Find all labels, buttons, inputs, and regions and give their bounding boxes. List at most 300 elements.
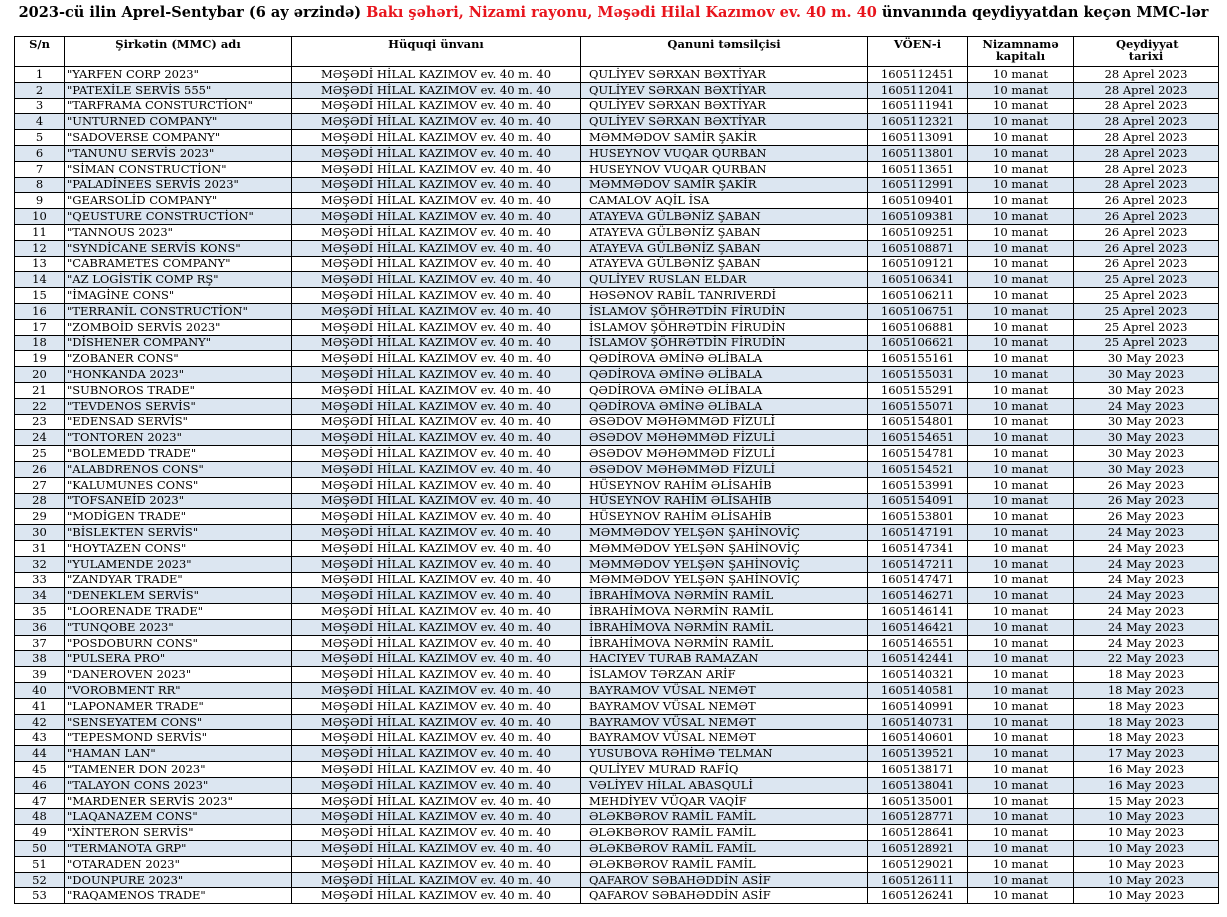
legal-address: MƏŞƏDİ HİLAL KAZIMOV ev. 40 m. 40 [292, 288, 581, 304]
row-sn: 39 [15, 667, 65, 683]
registration-date: 10 May 2023 [1074, 841, 1219, 857]
voen: 1605154651 [868, 430, 968, 446]
voen: 1605140731 [868, 714, 968, 730]
voen: 1605155031 [868, 367, 968, 383]
representative: HƏSƏNOV RABİL TANRIVERDİ [581, 288, 868, 304]
table-row [15, 746, 1219, 762]
registration-date: 24 May 2023 [1074, 398, 1219, 414]
voen: 1605113651 [868, 161, 968, 177]
table-row [15, 525, 1219, 541]
capital: 10 manat [968, 841, 1074, 857]
representative: BAYRAMOV VÜSAL NEMƏT [581, 730, 868, 746]
registration-date: 10 May 2023 [1074, 809, 1219, 825]
voen: 1605135001 [868, 793, 968, 809]
capital: 10 manat [968, 667, 1074, 683]
header-capital: Nizamnamə kapitalı [968, 37, 1074, 67]
registration-date: 30 May 2023 [1074, 382, 1219, 398]
registration-date: 30 May 2023 [1074, 414, 1219, 430]
legal-address: MƏŞƏDİ HİLAL KAZIMOV ev. 40 m. 40 [292, 493, 581, 509]
voen: 1605155291 [868, 382, 968, 398]
row-sn: 19 [15, 351, 65, 367]
row-sn: 52 [15, 872, 65, 888]
company-name: "TANUNU SERVİS 2023" [65, 145, 292, 161]
row-sn: 21 [15, 382, 65, 398]
row-sn: 1 [15, 67, 65, 83]
legal-address: MƏŞƏDİ HİLAL KAZIMOV ev. 40 m. 40 [292, 209, 581, 225]
registration-date: 28 Aprel 2023 [1074, 161, 1219, 177]
table-row [15, 82, 1219, 98]
registration-date: 18 May 2023 [1074, 698, 1219, 714]
capital: 10 manat [968, 193, 1074, 209]
capital: 10 manat [968, 525, 1074, 541]
capital: 10 manat [968, 540, 1074, 556]
registration-date: 25 Aprel 2023 [1074, 335, 1219, 351]
company-name: "EDENSAD SERVİS" [65, 414, 292, 430]
table-row [15, 619, 1219, 635]
table-row [15, 446, 1219, 462]
table-row [15, 604, 1219, 620]
title-address: Bakı şəhəri, Nizami rayonu, Məşədi Hilal Kazımov ev. 40 m. 40 [366, 4, 877, 21]
company-name: "TONTOREN 2023" [65, 430, 292, 446]
row-sn: 53 [15, 888, 65, 904]
row-sn: 33 [15, 572, 65, 588]
voen: 1605106621 [868, 335, 968, 351]
legal-address: MƏŞƏDİ HİLAL KAZIMOV ev. 40 m. 40 [292, 98, 581, 114]
registration-date: 22 May 2023 [1074, 651, 1219, 667]
capital: 10 manat [968, 604, 1074, 620]
capital: 10 manat [968, 461, 1074, 477]
legal-address: MƏŞƏDİ HİLAL KAZIMOV ev. 40 m. 40 [292, 382, 581, 398]
representative: QƏDİROVA ƏMİNƏ ƏLİBALA [581, 382, 868, 398]
company-name: "RAQAMENOS TRADE" [65, 888, 292, 904]
registration-date: 26 May 2023 [1074, 477, 1219, 493]
table-row [15, 272, 1219, 288]
registration-date: 24 May 2023 [1074, 525, 1219, 541]
representative: İBRAHİMOVA NƏRMİN RAMİL [581, 588, 868, 604]
capital: 10 manat [968, 698, 1074, 714]
registration-date: 26 May 2023 [1074, 493, 1219, 509]
legal-address: MƏŞƏDİ HİLAL KAZIMOV ev. 40 m. 40 [292, 114, 581, 130]
legal-address: MƏŞƏDİ HİLAL KAZIMOV ev. 40 m. 40 [292, 604, 581, 620]
company-name: "LAQANAZEM CONS" [65, 809, 292, 825]
representative: HUSEYNOV VUQAR QURBAN [581, 161, 868, 177]
capital: 10 manat [968, 825, 1074, 841]
row-sn: 9 [15, 193, 65, 209]
row-sn: 40 [15, 683, 65, 699]
table-row [15, 398, 1219, 414]
company-name: "PULSERA PRO" [65, 651, 292, 667]
voen: 1605108871 [868, 240, 968, 256]
voen: 1605140581 [868, 683, 968, 699]
row-sn: 34 [15, 588, 65, 604]
registration-date: 26 Aprel 2023 [1074, 224, 1219, 240]
header-voen: VÖEN-i [868, 37, 968, 67]
table-row [15, 841, 1219, 857]
representative: ƏLƏKBƏROV RAMİL FAMİL [581, 856, 868, 872]
company-name: "DENEKLEM SERVİS" [65, 588, 292, 604]
legal-address: MƏŞƏDİ HİLAL KAZIMOV ev. 40 m. 40 [292, 67, 581, 83]
capital: 10 manat [968, 177, 1074, 193]
table-row [15, 240, 1219, 256]
representative: İSLAMOV ŞÖHRƏTDİN FİRUDİN [581, 319, 868, 335]
company-name: "LAPONAMER TRADE" [65, 698, 292, 714]
voen: 1605106211 [868, 288, 968, 304]
capital: 10 manat [968, 714, 1074, 730]
table-row [15, 698, 1219, 714]
representative: YUSUBOVA RƏHİMƏ TELMAN [581, 746, 868, 762]
table-row [15, 256, 1219, 272]
representative: QAFAROV SƏBAHƏDDİN ASİF [581, 888, 868, 904]
company-name: "QEUSTURE CONSTRUCTİON" [65, 209, 292, 225]
table-row [15, 635, 1219, 651]
row-sn: 31 [15, 540, 65, 556]
header-sn: S/n [15, 37, 65, 67]
document-title [0, 0, 1227, 36]
table-row [15, 540, 1219, 556]
capital: 10 manat [968, 351, 1074, 367]
registration-date: 18 May 2023 [1074, 667, 1219, 683]
registration-date: 30 May 2023 [1074, 367, 1219, 383]
registration-date: 18 May 2023 [1074, 730, 1219, 746]
company-name: "CABRAMETES COMPANY" [65, 256, 292, 272]
representative: ƏLƏKBƏROV RAMİL FAMİL [581, 809, 868, 825]
legal-address: MƏŞƏDİ HİLAL KAZIMOV ev. 40 m. 40 [292, 746, 581, 762]
row-sn: 49 [15, 825, 65, 841]
voen: 1605112991 [868, 177, 968, 193]
legal-address: MƏŞƏDİ HİLAL KAZIMOV ev. 40 m. 40 [292, 446, 581, 462]
representative: İSLAMOV ŞÖHRƏTDİN FİRUDİN [581, 303, 868, 319]
registration-date: 16 May 2023 [1074, 762, 1219, 778]
row-sn: 35 [15, 604, 65, 620]
row-sn: 45 [15, 762, 65, 778]
table-header-row [15, 37, 1219, 67]
legal-address: MƏŞƏDİ HİLAL KAZIMOV ev. 40 m. 40 [292, 667, 581, 683]
legal-address: MƏŞƏDİ HİLAL KAZIMOV ev. 40 m. 40 [292, 477, 581, 493]
representative: QƏDİROVA ƏMİNƏ ƏLİBALA [581, 351, 868, 367]
capital: 10 manat [968, 240, 1074, 256]
representative: ATAYEVA GÜLBƏNİZ ŞABAN [581, 240, 868, 256]
voen: 1605109251 [868, 224, 968, 240]
row-sn: 24 [15, 430, 65, 446]
representative: MƏMMƏDOV YELŞƏN ŞAHİNOVİÇ [581, 572, 868, 588]
table-row [15, 777, 1219, 793]
company-name: "HAMAN LAN" [65, 746, 292, 762]
capital: 10 manat [968, 398, 1074, 414]
table-row [15, 114, 1219, 130]
table-row [15, 145, 1219, 161]
company-name: "TUNQOBE 2023" [65, 619, 292, 635]
legal-address: MƏŞƏDİ HİLAL KAZIMOV ev. 40 m. 40 [292, 319, 581, 335]
legal-address: MƏŞƏDİ HİLAL KAZIMOV ev. 40 m. 40 [292, 272, 581, 288]
representative: QULİYEV SƏRXAN BƏXTİYAR [581, 98, 868, 114]
row-sn: 2 [15, 82, 65, 98]
capital: 10 manat [968, 509, 1074, 525]
company-name: "LOORENADE TRADE" [65, 604, 292, 620]
row-sn: 46 [15, 777, 65, 793]
registration-date: 26 Aprel 2023 [1074, 256, 1219, 272]
registration-date: 10 May 2023 [1074, 856, 1219, 872]
capital: 10 manat [968, 209, 1074, 225]
representative: ƏLƏKBƏROV RAMİL FAMİL [581, 841, 868, 857]
legal-address: MƏŞƏDİ HİLAL KAZIMOV ev. 40 m. 40 [292, 714, 581, 730]
row-sn: 37 [15, 635, 65, 651]
company-name: "ZOBANER CONS" [65, 351, 292, 367]
legal-address: MƏŞƏDİ HİLAL KAZIMOV ev. 40 m. 40 [292, 888, 581, 904]
registration-date: 18 May 2023 [1074, 683, 1219, 699]
legal-address: MƏŞƏDİ HİLAL KAZIMOV ev. 40 m. 40 [292, 572, 581, 588]
table-row [15, 130, 1219, 146]
registration-date: 26 May 2023 [1074, 509, 1219, 525]
voen: 1605126111 [868, 872, 968, 888]
row-sn: 28 [15, 493, 65, 509]
row-sn: 16 [15, 303, 65, 319]
row-sn: 41 [15, 698, 65, 714]
representative: CAMALOV AQİL İSA [581, 193, 868, 209]
registration-date: 28 Aprel 2023 [1074, 177, 1219, 193]
table-row [15, 193, 1219, 209]
company-name: "SENSEYATEM CONS" [65, 714, 292, 730]
company-name: "SADOVERSE COMPANY" [65, 130, 292, 146]
voen: 1605155071 [868, 398, 968, 414]
registration-date: 30 May 2023 [1074, 430, 1219, 446]
table-row [15, 856, 1219, 872]
representative: HACIYEV TURAB RAMAZAN [581, 651, 868, 667]
capital: 10 manat [968, 588, 1074, 604]
company-name: "TERMANOTA GRP" [65, 841, 292, 857]
capital: 10 manat [968, 130, 1074, 146]
legal-address: MƏŞƏDİ HİLAL KAZIMOV ev. 40 m. 40 [292, 193, 581, 209]
company-name: "HOYTAZEN CONS" [65, 540, 292, 556]
company-name: "POSDOBURN CONS" [65, 635, 292, 651]
table-row [15, 461, 1219, 477]
capital: 10 manat [968, 746, 1074, 762]
registration-date: 30 May 2023 [1074, 461, 1219, 477]
registration-date: 25 Aprel 2023 [1074, 303, 1219, 319]
capital: 10 manat [968, 888, 1074, 904]
company-name: "ALABDRENOS CONS" [65, 461, 292, 477]
voen: 1605128641 [868, 825, 968, 841]
table-row [15, 730, 1219, 746]
voen: 1605106341 [868, 272, 968, 288]
legal-address: MƏŞƏDİ HİLAL KAZIMOV ev. 40 m. 40 [292, 872, 581, 888]
capital: 10 manat [968, 683, 1074, 699]
legal-address: MƏŞƏDİ HİLAL KAZIMOV ev. 40 m. 40 [292, 161, 581, 177]
row-sn: 27 [15, 477, 65, 493]
registration-date: 24 May 2023 [1074, 556, 1219, 572]
header-company-name: Şirkətin (MMC) adı [65, 37, 292, 67]
table-row [15, 793, 1219, 809]
legal-address: MƏŞƏDİ HİLAL KAZIMOV ev. 40 m. 40 [292, 145, 581, 161]
voen: 1605138171 [868, 762, 968, 778]
capital: 10 manat [968, 272, 1074, 288]
capital: 10 manat [968, 256, 1074, 272]
representative: ƏSƏDOV MƏHƏMMƏD FİZULİ [581, 446, 868, 462]
row-sn: 50 [15, 841, 65, 857]
representative: QULİYEV SƏRXAN BƏXTİYAR [581, 114, 868, 130]
company-name: "ZANDYAR TRADE" [65, 572, 292, 588]
row-sn: 30 [15, 525, 65, 541]
company-name: "MODİGEN TRADE" [65, 509, 292, 525]
legal-address: MƏŞƏDİ HİLAL KAZIMOV ev. 40 m. 40 [292, 619, 581, 635]
voen: 1605106881 [868, 319, 968, 335]
company-name: "UNTURNED COMPANY" [65, 114, 292, 130]
table-row [15, 382, 1219, 398]
row-sn: 4 [15, 114, 65, 130]
legal-address: MƏŞƏDİ HİLAL KAZIMOV ev. 40 m. 40 [292, 635, 581, 651]
voen: 1605112321 [868, 114, 968, 130]
table-row [15, 319, 1219, 335]
legal-address: MƏŞƏDİ HİLAL KAZIMOV ev. 40 m. 40 [292, 588, 581, 604]
legal-address: MƏŞƏDİ HİLAL KAZIMOV ev. 40 m. 40 [292, 461, 581, 477]
company-name: "SUBNOROS TRADE" [65, 382, 292, 398]
table-row [15, 556, 1219, 572]
company-name: "TARFRAMA CONSTURCTİON" [65, 98, 292, 114]
registration-date: 17 May 2023 [1074, 746, 1219, 762]
representative: ƏLƏKBƏROV RAMİL FAMİL [581, 825, 868, 841]
row-sn: 7 [15, 161, 65, 177]
registration-date: 10 May 2023 [1074, 825, 1219, 841]
table-row [15, 98, 1219, 114]
capital: 10 manat [968, 367, 1074, 383]
company-name: "YARFEN CORP 2023" [65, 67, 292, 83]
registration-date: 26 Aprel 2023 [1074, 193, 1219, 209]
table-row [15, 303, 1219, 319]
voen: 1605109121 [868, 256, 968, 272]
table-row [15, 872, 1219, 888]
table-row [15, 509, 1219, 525]
row-sn: 15 [15, 288, 65, 304]
company-name: "KALUMUNES CONS" [65, 477, 292, 493]
registration-date: 28 Aprel 2023 [1074, 98, 1219, 114]
row-sn: 11 [15, 224, 65, 240]
companies-table [14, 36, 1219, 904]
voen: 1605106751 [868, 303, 968, 319]
legal-address: MƏŞƏDİ HİLAL KAZIMOV ev. 40 m. 40 [292, 698, 581, 714]
table-row [15, 177, 1219, 193]
capital: 10 manat [968, 67, 1074, 83]
company-name: "TOFSANEİD 2023" [65, 493, 292, 509]
company-name: "PALADİNEES SERVİS 2023" [65, 177, 292, 193]
representative: İBRAHİMOVA NƏRMİN RAMİL [581, 604, 868, 620]
row-sn: 6 [15, 145, 65, 161]
table-row [15, 430, 1219, 446]
row-sn: 10 [15, 209, 65, 225]
voen: 1605146551 [868, 635, 968, 651]
registration-date: 26 Aprel 2023 [1074, 209, 1219, 225]
representative: ATAYEVA GÜLBƏNİZ ŞABAN [581, 256, 868, 272]
voen: 1605138041 [868, 777, 968, 793]
company-name: "YULAMENDE 2023" [65, 556, 292, 572]
capital: 10 manat [968, 477, 1074, 493]
company-name: "BİSLEKTEN SERVİS" [65, 525, 292, 541]
company-name: "TEPESMOND SERVİS" [65, 730, 292, 746]
row-sn: 8 [15, 177, 65, 193]
representative: MƏMMƏDOV YELŞƏN ŞAHİNOVİÇ [581, 556, 868, 572]
table-row [15, 351, 1219, 367]
legal-address: MƏŞƏDİ HİLAL KAZIMOV ev. 40 m. 40 [292, 240, 581, 256]
registration-date: 25 Aprel 2023 [1074, 272, 1219, 288]
row-sn: 38 [15, 651, 65, 667]
capital: 10 manat [968, 872, 1074, 888]
row-sn: 48 [15, 809, 65, 825]
voen: 1605112041 [868, 82, 968, 98]
legal-address: MƏŞƏDİ HİLAL KAZIMOV ev. 40 m. 40 [292, 256, 581, 272]
legal-address: MƏŞƏDİ HİLAL KAZIMOV ev. 40 m. 40 [292, 130, 581, 146]
voen: 1605140321 [868, 667, 968, 683]
voen: 1605139521 [868, 746, 968, 762]
voen: 1605154801 [868, 414, 968, 430]
capital: 10 manat [968, 98, 1074, 114]
representative: VƏLİYEV HİLAL ABASQULİ [581, 777, 868, 793]
legal-address: MƏŞƏDİ HİLAL KAZIMOV ev. 40 m. 40 [292, 509, 581, 525]
capital: 10 manat [968, 493, 1074, 509]
row-sn: 17 [15, 319, 65, 335]
voen: 1605147341 [868, 540, 968, 556]
legal-address: MƏŞƏDİ HİLAL KAZIMOV ev. 40 m. 40 [292, 177, 581, 193]
representative: ƏSƏDOV MƏHƏMMƏD FİZULİ [581, 461, 868, 477]
voen: 1605140991 [868, 698, 968, 714]
representative: QƏDİROVA ƏMİNƏ ƏLİBALA [581, 398, 868, 414]
voen: 1605146271 [868, 588, 968, 604]
registration-date: 25 Aprel 2023 [1074, 319, 1219, 335]
legal-address: MƏŞƏDİ HİLAL KAZIMOV ev. 40 m. 40 [292, 430, 581, 446]
registration-date: 24 May 2023 [1074, 604, 1219, 620]
capital: 10 manat [968, 414, 1074, 430]
row-sn: 47 [15, 793, 65, 809]
capital: 10 manat [968, 82, 1074, 98]
row-sn: 44 [15, 746, 65, 762]
company-name: "OTARADEN 2023" [65, 856, 292, 872]
capital: 10 manat [968, 619, 1074, 635]
capital: 10 manat [968, 651, 1074, 667]
table-row [15, 888, 1219, 904]
legal-address: MƏŞƏDİ HİLAL KAZIMOV ev. 40 m. 40 [292, 351, 581, 367]
table-row [15, 825, 1219, 841]
table-row [15, 683, 1219, 699]
row-sn: 26 [15, 461, 65, 477]
legal-address: MƏŞƏDİ HİLAL KAZIMOV ev. 40 m. 40 [292, 730, 581, 746]
company-name: "BOLEMEDD TRADE" [65, 446, 292, 462]
legal-address: MƏŞƏDİ HİLAL KAZIMOV ev. 40 m. 40 [292, 825, 581, 841]
representative: MƏMMƏDOV SAMİR ŞAKİR [581, 130, 868, 146]
representative: QAFAROV SƏBAHƏDDİN ASİF [581, 872, 868, 888]
voen: 1605140601 [868, 730, 968, 746]
capital: 10 manat [968, 777, 1074, 793]
voen: 1605109381 [868, 209, 968, 225]
row-sn: 22 [15, 398, 65, 414]
representative: HÜSEYNOV RAHİM ƏLİSAHİB [581, 477, 868, 493]
registration-date: 28 Aprel 2023 [1074, 145, 1219, 161]
row-sn: 3 [15, 98, 65, 114]
capital: 10 manat [968, 161, 1074, 177]
voen: 1605146141 [868, 604, 968, 620]
voen: 1605153801 [868, 509, 968, 525]
table-row [15, 572, 1219, 588]
representative: İBRAHİMOVA NƏRMİN RAMİL [581, 635, 868, 651]
table-body [15, 67, 1219, 904]
legal-address: MƏŞƏDİ HİLAL KAZIMOV ev. 40 m. 40 [292, 303, 581, 319]
legal-address: MƏŞƏDİ HİLAL KAZIMOV ev. 40 m. 40 [292, 809, 581, 825]
registration-date: 26 Aprel 2023 [1074, 240, 1219, 256]
voen: 1605147211 [868, 556, 968, 572]
registration-date: 15 May 2023 [1074, 793, 1219, 809]
table-row [15, 762, 1219, 778]
company-name: "VOROBMENT RR" [65, 683, 292, 699]
representative: QƏDİROVA ƏMİNƏ ƏLİBALA [581, 367, 868, 383]
company-name: "SYNDİCANE SERVİS KONS" [65, 240, 292, 256]
company-name: "TALAYON CONS 2023" [65, 777, 292, 793]
row-sn: 20 [15, 367, 65, 383]
